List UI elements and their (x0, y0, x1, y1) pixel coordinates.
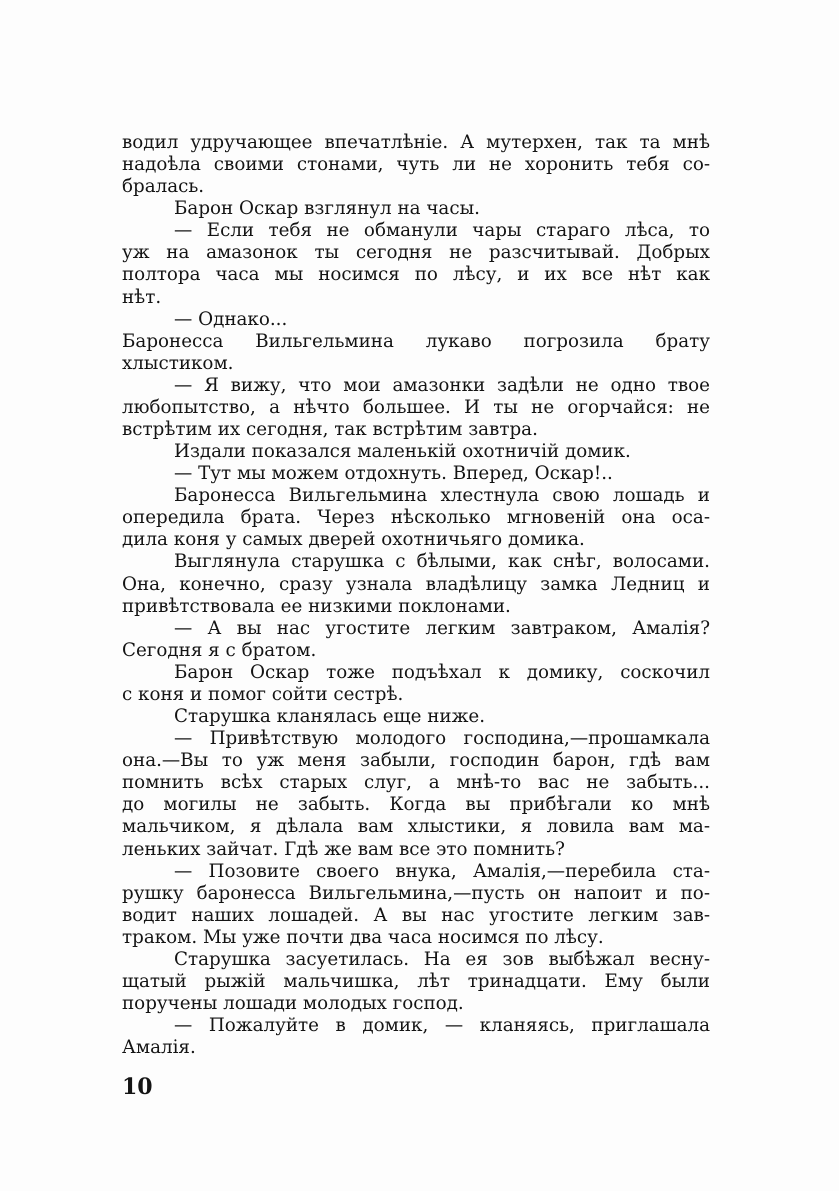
text-line: Баронесса Вильгельмина хлестнула свою лошадь и (174, 485, 710, 507)
text-line: встрѣтим их сегодня, так встрѣтим завтра. (122, 419, 538, 441)
text-line: нѣт. (122, 286, 162, 308)
text-line: траком. Мы уже почти два часа носимся по лѣсу. (122, 926, 604, 948)
text-line: она.—Вы то уж меня забыли, господин барон, гдѣ вам (122, 750, 710, 772)
text-line: привѣтствовала ее низкими поклонами. (122, 595, 511, 617)
text-line: надоѣла своими стонами, чуть ли не хоронить тебя со- (122, 154, 710, 176)
text-line: Выглянула старушка с бѣлыми, как снѣг, волосами. (174, 551, 710, 573)
body-text (122, 132, 710, 1059)
text-line: водил удручающее впечатлѣніе. А мутерхен, так та мнѣ (122, 132, 710, 153)
text-line: Издали показался маленькій охотничій домик. (174, 441, 631, 463)
text-line: — Позовите своего внука, Амалія,—перебила ста- (174, 860, 710, 882)
text-line: полтора часа мы носимся по лѣсу, и их все нѣт как (122, 264, 710, 286)
text-line: щатый рыжій мальчишка, лѣт тринадцати. Ему были (122, 970, 710, 992)
text-line: Старушка засуетилась. На ея зов выбѣжал весну- (174, 948, 710, 970)
text-line: Баронесса Вильгельмина лукаво погрозила брату (122, 330, 710, 352)
text-line: — Тут мы можем отдохнуть. Вперед, Оскар!.. (174, 463, 613, 485)
text-line: — Я вижу, что мои амазонки задѣли не одно твое (174, 374, 710, 396)
text-line: рушку баронесса Вильгельмина,—пусть он напоит и по- (122, 882, 710, 904)
text-line: — Пожалуйте в домик, — кланяясь, приглашала (174, 1015, 710, 1037)
text-line: с коня и помог сойти сестрѣ. (122, 683, 404, 705)
text-line: Она, конечно, сразу узнала владѣлицу замка Ледниц и (122, 573, 710, 595)
text-line: помнить всѣх старых слуг, а мнѣ-то вас не забыть... (122, 772, 710, 794)
text-line: дила коня у самых дверей охотничьяго домика. (122, 529, 585, 551)
text-line: хлыстиком. (122, 352, 234, 374)
text-line: бралась. (122, 176, 205, 198)
text-line: опередила брата. Через нѣсколько мгновеній она оса- (122, 507, 710, 529)
text-line: — Привѣтствую молодого господина,—прошамкала (174, 728, 710, 750)
text-line: Амалія. (122, 1037, 196, 1059)
text-line: мальчиком, я дѣлала вам хлыстики, я ловила вам ма- (122, 816, 710, 838)
page-number: 10 (122, 1074, 153, 1100)
text-line: Сегодня я с братом. (122, 639, 317, 661)
text-line: любопытство, а нѣчто большее. И ты не огорчайся: не (122, 396, 710, 418)
text-line: — Однако... (174, 308, 288, 330)
text-line: Барон Оскар взглянул на часы. (174, 198, 480, 220)
text-line: леньких зайчат. Гдѣ же вам все это помнить? (122, 838, 565, 860)
text-line: — Если тебя не обманули чары стараго лѣса, то (174, 220, 710, 242)
text-line: уж на амазонок ты сегодня не разсчитывай. Добрых (122, 242, 710, 264)
text-line: водит наших лошадей. А вы нас угостите легким зав- (122, 904, 710, 926)
text-line: до могилы не забыть. Когда вы прибѣгали ко мнѣ (122, 794, 710, 816)
text-line: поручены лошади молодых господ. (122, 993, 464, 1015)
text-line: Барон Оскар тоже подъѣхал к домику, соскочил (174, 661, 710, 683)
text-line: — А вы нас угостите легким завтраком, Амалія? (174, 617, 710, 639)
text-line: Старушка кланялась еще ниже. (174, 706, 486, 728)
